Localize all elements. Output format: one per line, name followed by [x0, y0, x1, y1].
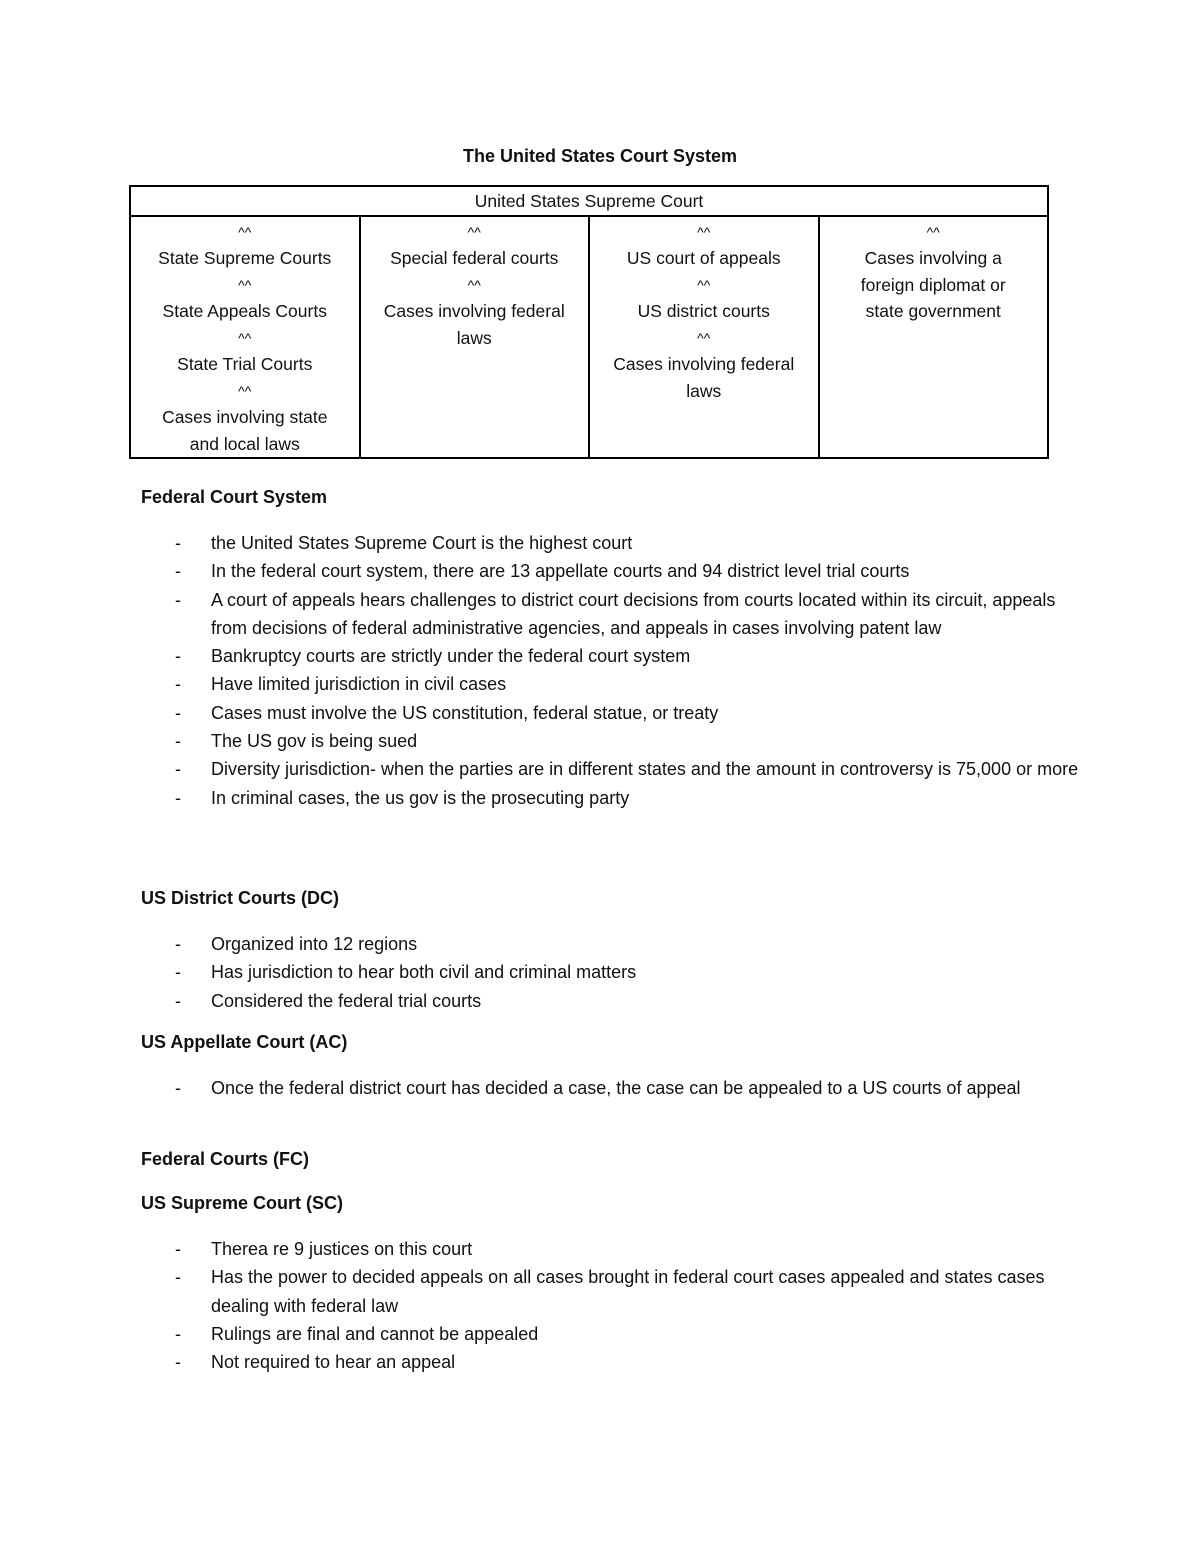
caret-marker: ^^ [697, 223, 711, 240]
list-item-text: Have limited jurisdiction in civil cases [211, 674, 507, 695]
list-item [141, 727, 1081, 755]
column-line: state government [865, 301, 1001, 321]
section-federal-courts [141, 1147, 1081, 1171]
list-item-text: Considered the federal trial courts [211, 990, 482, 1011]
list-item-text: Diversity jurisdiction- when the parties are in different states and the amount in controversy is 75,000 or more [211, 759, 1079, 780]
list-item [141, 1263, 1081, 1320]
column-line: US court of appeals [626, 248, 781, 268]
bullet-dash: - [175, 1267, 181, 1288]
original-jurisdiction-column [819, 216, 1049, 459]
list-item-text: the United States Supreme Court is the highest court [211, 533, 633, 553]
section-heading: Federal Courts (FC) [141, 1149, 310, 1169]
bullet-dash: - [175, 561, 181, 582]
section-heading: Federal Court System [141, 487, 328, 507]
bullet-list [141, 930, 1081, 1015]
column-line: laws [686, 380, 722, 401]
column-line: foreign diplomat or [860, 274, 1006, 295]
list-item [141, 642, 1081, 670]
section-heading: US Supreme Court (SC) [141, 1193, 344, 1213]
list-item-text: Therea re 9 justices on this court [211, 1239, 473, 1259]
column-line: Cases involving state [162, 407, 328, 427]
bullet-dash: - [175, 731, 181, 752]
column-line: Cases involving a [864, 248, 1002, 268]
list-item-text: Rulings are final and cannot be appealed [211, 1323, 539, 1344]
us-appeals-courts-column [589, 216, 819, 459]
caret-marker: ^^ [238, 276, 252, 293]
section-heading: US District Courts (DC) [141, 888, 340, 908]
list-item [141, 1320, 1081, 1348]
list-item [141, 987, 1081, 1015]
state-courts-column [130, 216, 360, 459]
court-hierarchy-table [129, 185, 1049, 459]
bullet-dash: - [175, 990, 181, 1011]
bullet-list [141, 1074, 1081, 1102]
column-line: State Appeals Courts [162, 301, 327, 321]
bullet-dash: - [175, 759, 181, 780]
column-line: laws [456, 327, 492, 348]
list-item-text: Has jurisdiction to hear both civil and criminal matters [211, 962, 637, 983]
list-item-text: Once the federal district court has decided a case, the case can be appealed to a US courts of appeal [211, 1078, 1021, 1098]
column-line: Cases involving federal [613, 354, 795, 374]
column-line: US district courts [637, 301, 770, 321]
section-heading: US Appellate Court (AC) [141, 1032, 348, 1052]
bullet-dash: - [175, 934, 181, 954]
caret-marker: ^^ [697, 329, 711, 346]
list-item [141, 784, 1081, 812]
column-line: Cases involving federal [383, 301, 565, 321]
column-line: State Trial Courts [177, 354, 313, 374]
list-item [141, 670, 1081, 698]
section-us-district-courts [141, 886, 1081, 1015]
list-item [141, 958, 1081, 986]
list-item [141, 1074, 1081, 1102]
caret-marker: ^^ [467, 276, 481, 293]
bullet-dash: - [175, 533, 181, 553]
bullet-dash: - [175, 1323, 181, 1344]
list-item-text: Has the power to decided appeals on all cases brought in federal court cases appealed and states cases dealing with federal law [211, 1267, 1045, 1316]
list-item-text: Bankruptcy courts are strictly under the federal court system [211, 646, 691, 667]
list-item [141, 1235, 1081, 1263]
section-us-appellate-court [141, 1030, 1081, 1102]
list-item [141, 930, 1081, 958]
bullet-dash: - [175, 646, 181, 667]
list-item [141, 1348, 1081, 1376]
caret-marker: ^^ [467, 223, 481, 240]
caret-marker: ^^ [697, 276, 711, 293]
bullet-dash: - [175, 787, 181, 808]
column-line: and local laws [189, 433, 300, 454]
special-federal-courts-column [360, 216, 590, 459]
caret-marker: ^^ [238, 382, 252, 399]
list-item-text: A court of appeals hears challenges to district court decisions from courts located within its circuit, appeals from decisions of federal administrative agencies, and appeals in cases involving patent law [211, 589, 1056, 638]
list-item-text: The US gov is being sued [211, 731, 418, 752]
list-item-text: In the federal court system, there are 13 appellate courts and 94 district level trial courts [211, 561, 910, 582]
list-item [141, 755, 1081, 783]
bullet-dash: - [175, 702, 181, 723]
list-item [141, 529, 1081, 557]
bullet-list [141, 1235, 1081, 1376]
page-title: The United States Court System [462, 146, 738, 166]
list-item-text: Cases must involve the US constitution, federal statue, or treaty [211, 702, 719, 723]
caret-marker: ^^ [238, 223, 252, 240]
list-item-text: Organized into 12 regions [211, 934, 418, 954]
bullet-dash: - [175, 1352, 181, 1373]
bullet-list [141, 529, 1081, 812]
section-federal-court-system [141, 485, 1081, 812]
column-line: State Supreme Courts [158, 248, 332, 268]
list-item-text: In criminal cases, the us gov is the prosecuting party [211, 787, 630, 808]
list-item [141, 699, 1081, 727]
column-line: Special federal courts [390, 248, 559, 268]
section-us-supreme-court [141, 1191, 1081, 1376]
bullet-dash: - [175, 674, 181, 695]
caret-marker: ^^ [926, 223, 940, 240]
list-item [141, 586, 1081, 643]
list-item [141, 557, 1081, 585]
supreme-court-header-cell: United States Supreme Court [130, 186, 1048, 216]
bullet-dash: - [175, 589, 181, 610]
bullet-dash: - [175, 1239, 181, 1259]
list-item-text: Not required to hear an appeal [211, 1352, 456, 1373]
bullet-dash: - [175, 962, 181, 983]
bullet-dash: - [175, 1078, 181, 1098]
caret-marker: ^^ [238, 329, 252, 346]
